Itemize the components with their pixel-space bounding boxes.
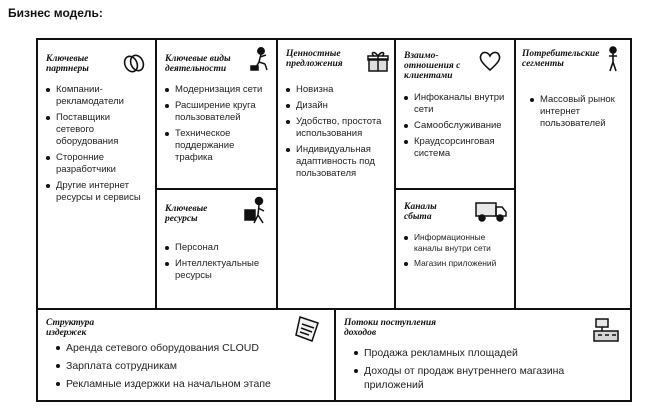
list-item: Краудсорсинговая система bbox=[404, 136, 512, 160]
factory-worker-icon bbox=[243, 196, 271, 226]
list-item: Персонал bbox=[165, 242, 271, 254]
list-item: Техническое поддержание трафика bbox=[165, 128, 271, 164]
key-resources-title: Ключевые ресурсы bbox=[165, 204, 208, 224]
list-item: Индивидуальная адаптивность под пользователя bbox=[286, 144, 390, 180]
person-icon bbox=[606, 46, 620, 72]
list-item: Другие интернет ресурсы и сервисы bbox=[46, 180, 150, 204]
list-item: Продажа рекламных площадей bbox=[354, 346, 604, 360]
cost-structure-title: Структура издержек bbox=[46, 318, 95, 338]
gift-box-icon bbox=[366, 48, 390, 74]
list-item: Аренда сетевого оборудования CLOUD bbox=[56, 341, 326, 355]
revenue-streams-list bbox=[354, 346, 604, 396]
key-resources-list bbox=[165, 242, 271, 286]
customer-segments-list bbox=[530, 94, 626, 134]
list-item: Новизна bbox=[286, 84, 390, 96]
list-item: Информационные каналы внутри сети bbox=[404, 232, 512, 254]
key-partners-title: Ключевые партнеры bbox=[46, 54, 89, 74]
value-propositions-list bbox=[286, 84, 390, 184]
revenue-streams-block bbox=[336, 308, 630, 400]
heart-icon bbox=[478, 48, 502, 74]
cost-structure-block bbox=[38, 308, 336, 400]
list-item: Доходы от продаж внутреннего магазина приложений bbox=[354, 364, 604, 392]
cash-register-icon bbox=[592, 315, 620, 345]
list-item: Зарплата сотрудникам bbox=[56, 359, 326, 373]
list-item: Модернизация сети bbox=[165, 84, 271, 96]
list-item: Расширение круга пользователей bbox=[165, 100, 271, 124]
channels-title: Каналы сбыта bbox=[404, 202, 437, 222]
key-activities-list bbox=[165, 84, 271, 168]
list-item: Дизайн bbox=[286, 100, 390, 112]
list-item: Удобство, простота использования bbox=[286, 116, 390, 140]
truck-icon bbox=[474, 198, 508, 224]
channels-block bbox=[396, 190, 516, 308]
customer-relationships-block bbox=[396, 40, 516, 190]
business-model-canvas bbox=[36, 38, 632, 402]
customer-relationships-list bbox=[404, 92, 512, 164]
list-item: Поставщики сетевого оборудования bbox=[46, 112, 150, 148]
list-item: Рекламные издержки на начальном этапе bbox=[56, 377, 326, 391]
cost-structure-list bbox=[56, 341, 326, 395]
worker-icon bbox=[249, 46, 273, 72]
key-resources-block bbox=[157, 190, 278, 308]
customer-segments-title: Потребительские сегменты bbox=[522, 49, 600, 69]
key-activities-block bbox=[157, 40, 278, 190]
customer-segments-block bbox=[516, 40, 630, 308]
list-item: Сторонние разработчики bbox=[46, 152, 150, 176]
value-propositions-block bbox=[278, 40, 396, 308]
list-item: Массовый рынок интернет пользователей bbox=[530, 94, 626, 130]
list-item: Инфоканалы внутри сети bbox=[404, 92, 512, 116]
chain-link-icon bbox=[122, 50, 146, 76]
key-activities-title: Ключевые виды деятельности bbox=[165, 54, 231, 74]
price-tag-icon bbox=[294, 315, 322, 343]
channels-list bbox=[404, 232, 512, 273]
key-partners-block bbox=[38, 40, 157, 308]
key-partners-list bbox=[46, 84, 150, 208]
list-item: Интеллектуальные ресурсы bbox=[165, 258, 271, 282]
list-item: Магазин приложений bbox=[404, 258, 512, 269]
value-propositions-title: Ценностные предложения bbox=[286, 49, 343, 69]
list-item: Самообслуживание bbox=[404, 120, 512, 132]
customer-relationships-title: Взаимо-отношения с клиентами bbox=[404, 51, 461, 81]
revenue-streams-title: Потоки поступления доходов bbox=[344, 318, 437, 338]
list-item: Компании-рекламодатели bbox=[46, 84, 150, 108]
page-title: Бизнес модель: bbox=[8, 6, 103, 20]
